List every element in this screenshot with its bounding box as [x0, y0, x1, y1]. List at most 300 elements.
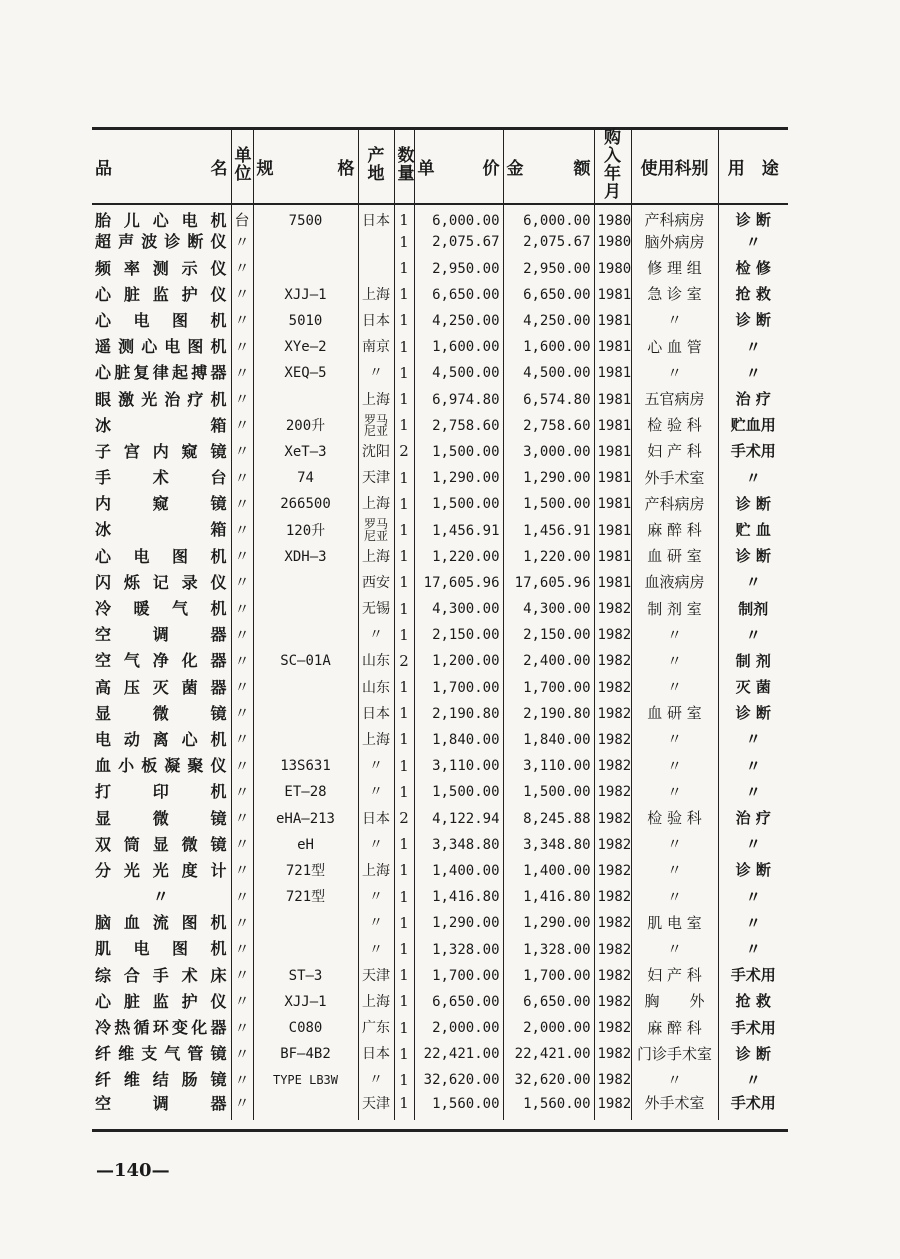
item-unit-price: 2,150.00 [414, 623, 503, 649]
header-unit: 单 位 [231, 129, 253, 204]
table-row [92, 911, 788, 937]
item-amount: 2,190.80 [503, 701, 594, 727]
item-department: 〃 [631, 780, 718, 806]
item-amount: 2,400.00 [503, 649, 594, 675]
item-origin: 日本 [358, 308, 394, 334]
item-unit: 〃 [231, 701, 253, 727]
item-spec: ST—3 [253, 963, 358, 989]
item-spec: eH [253, 832, 358, 858]
item-quantity: 1 [394, 1068, 414, 1094]
item-use: 〃 [718, 334, 788, 360]
item-purchase-year: 1982 [594, 1094, 631, 1120]
item-spec [253, 911, 358, 937]
item-unit-price: 1,220.00 [414, 544, 503, 570]
item-purchase-year: 1981 [594, 570, 631, 596]
item-name: 高压灭菌器 [95, 677, 228, 697]
item-amount: 1,220.00 [503, 544, 594, 570]
item-name: 心脏监护仪 [95, 284, 228, 304]
item-unit: 〃 [231, 1094, 253, 1120]
table-row [92, 858, 788, 884]
item-unit: 〃 [231, 675, 253, 701]
item-quantity: 1 [394, 596, 414, 622]
item-spec [253, 701, 358, 727]
item-origin: 沈阳 [358, 439, 394, 465]
table-row [92, 544, 788, 570]
item-department: 妇 产 科 [631, 439, 718, 465]
item-department: 产科病房 [631, 204, 718, 230]
item-spec: TYPE LB3W [253, 1068, 358, 1094]
item-amount: 1,700.00 [503, 963, 594, 989]
item-quantity: 1 [394, 832, 414, 858]
item-purchase-year: 1982 [594, 832, 631, 858]
header-dept: 使用科别 [631, 129, 718, 204]
table-row [92, 649, 788, 675]
item-use: 〃 [718, 884, 788, 910]
item-name: 冷暖气机 [95, 599, 228, 618]
item-name: 纤维结肠镜 [95, 1070, 228, 1090]
item-unit-price: 32,620.00 [414, 1068, 503, 1094]
item-unit-price: 1,500.00 [414, 492, 503, 518]
table-row [92, 884, 788, 910]
item-unit: 〃 [231, 361, 253, 387]
item-unit-price: 6,650.00 [414, 989, 503, 1015]
item-amount: 6,574.80 [503, 387, 594, 413]
item-amount: 17,605.96 [503, 570, 594, 596]
item-spec: 721型 [253, 884, 358, 910]
item-quantity: 1 [394, 858, 414, 884]
item-unit: 〃 [231, 963, 253, 989]
item-unit: 〃 [231, 518, 253, 544]
item-department: 制 剂 室 [631, 596, 718, 622]
item-unit: 〃 [231, 465, 253, 491]
item-origin: 上海 [358, 492, 394, 518]
table-row [92, 492, 788, 518]
item-name: 眼激光治疗机 [95, 389, 228, 409]
item-unit: 〃 [231, 544, 253, 570]
item-quantity: 1 [394, 465, 414, 491]
item-quantity: 1 [394, 570, 414, 596]
item-unit-price: 4,300.00 [414, 596, 503, 622]
item-amount: 32,620.00 [503, 1068, 594, 1094]
item-spec [253, 387, 358, 413]
item-quantity: 1 [394, 1042, 414, 1068]
table-row [92, 204, 788, 230]
item-quantity: 1 [394, 282, 414, 308]
item-origin: 〃 [358, 1068, 394, 1094]
item-purchase-year: 1981 [594, 308, 631, 334]
item-quantity: 2 [394, 649, 414, 675]
item-quantity: 1 [394, 727, 414, 753]
item-use: 〃 [718, 570, 788, 596]
item-purchase-year: 1982 [594, 1015, 631, 1041]
table-row [92, 256, 788, 282]
item-purchase-year: 1982 [594, 1068, 631, 1094]
item-unit: 〃 [231, 884, 253, 910]
item-spec [253, 1094, 358, 1120]
item-use: 诊 断 [718, 701, 788, 727]
item-quantity: 1 [394, 256, 414, 282]
item-spec [253, 675, 358, 701]
item-unit: 〃 [231, 413, 253, 439]
table-row [92, 675, 788, 701]
item-spec: XJJ—1 [253, 989, 358, 1015]
table-row [92, 937, 788, 963]
item-name: 手 术 台 [95, 468, 228, 488]
item-use: 〃 [718, 911, 788, 937]
item-origin: 〃 [358, 361, 394, 387]
item-use: 诊 断 [718, 1042, 788, 1068]
item-quantity: 1 [394, 937, 414, 963]
table-row [92, 623, 788, 649]
item-department: 〃 [631, 858, 718, 884]
item-origin: 罗马尼亚 [358, 413, 394, 439]
item-unit: 〃 [231, 334, 253, 360]
item-amount: 4,500.00 [503, 361, 594, 387]
item-name: 分光光度计 [95, 860, 228, 880]
item-amount: 6,000.00 [503, 204, 594, 230]
table-row [92, 1094, 788, 1120]
item-origin: 广东 [358, 1015, 394, 1041]
header-amount: 金 额 [503, 129, 594, 204]
table-row [92, 387, 788, 413]
item-origin: 〃 [358, 937, 394, 963]
item-use: 〃 [718, 1068, 788, 1094]
item-unit: 〃 [231, 492, 253, 518]
item-unit-price: 1,700.00 [414, 963, 503, 989]
item-amount: 4,300.00 [503, 596, 594, 622]
item-amount: 2,950.00 [503, 256, 594, 282]
item-name: 肌电图机 [95, 939, 228, 959]
item-purchase-year: 1980 [594, 204, 631, 230]
item-origin: 南京 [358, 334, 394, 360]
page-number: —140— [96, 1160, 170, 1181]
table-row [92, 832, 788, 858]
table-row [92, 308, 788, 334]
item-origin: 上海 [358, 989, 394, 1015]
table-row [92, 518, 788, 544]
item-department: 血 研 室 [631, 544, 718, 570]
item-unit-price: 1,200.00 [414, 649, 503, 675]
item-use: 抢 救 [718, 989, 788, 1015]
item-use: 诊 断 [718, 204, 788, 230]
item-name: 电动离心机 [95, 729, 228, 749]
item-unit-price: 2,758.60 [414, 413, 503, 439]
item-department: 急 诊 室 [631, 282, 718, 308]
item-department: 〃 [631, 308, 718, 334]
item-name: 打 印 机 [95, 782, 228, 802]
item-unit-price: 3,110.00 [414, 753, 503, 779]
item-purchase-year: 1982 [594, 989, 631, 1015]
item-unit-price: 1,456.91 [414, 518, 503, 544]
item-quantity: 1 [394, 413, 414, 439]
item-quantity: 1 [394, 204, 414, 230]
item-department: 脑外病房 [631, 230, 718, 256]
header-use: 用 途 [718, 129, 788, 204]
item-department: 肌 电 室 [631, 911, 718, 937]
item-quantity: 1 [394, 230, 414, 256]
item-name: 空气净化器 [95, 651, 228, 671]
item-purchase-year: 1980 [594, 230, 631, 256]
item-quantity: 1 [394, 492, 414, 518]
item-quantity: 1 [394, 387, 414, 413]
item-quantity: 1 [394, 780, 414, 806]
table-body [92, 204, 788, 1121]
item-name: 纤维支气管镜 [95, 1044, 228, 1064]
item-origin: 天津 [358, 963, 394, 989]
item-amount: 1,416.80 [503, 884, 594, 910]
item-amount: 1,400.00 [503, 858, 594, 884]
table-row [92, 753, 788, 779]
item-spec [253, 623, 358, 649]
item-department: 〃 [631, 361, 718, 387]
item-purchase-year: 1982 [594, 596, 631, 622]
table-row [92, 806, 788, 832]
item-origin: 山东 [358, 649, 394, 675]
item-amount: 1,560.00 [503, 1094, 594, 1120]
item-origin: 〃 [358, 911, 394, 937]
item-name: 冰 箱 [95, 520, 228, 540]
item-name: 内 窥 镜 [95, 494, 228, 514]
item-department: 门诊手术室 [631, 1042, 718, 1068]
item-purchase-year: 1982 [594, 1042, 631, 1068]
item-unit-price: 3,348.80 [414, 832, 503, 858]
item-origin: 上海 [358, 282, 394, 308]
item-spec: eHA—213 [253, 806, 358, 832]
item-department: 〃 [631, 884, 718, 910]
header-year: 购 入 年 月 [594, 129, 631, 204]
item-spec: XDH—3 [253, 544, 358, 570]
item-origin: 〃 [358, 884, 394, 910]
item-amount: 1,456.91 [503, 518, 594, 544]
item-department: 五官病房 [631, 387, 718, 413]
item-use: 〃 [718, 230, 788, 256]
item-name: 心脏复律起搏器 [95, 363, 228, 383]
item-spec: 266500 [253, 492, 358, 518]
item-spec: XeT—3 [253, 439, 358, 465]
item-unit-price: 17,605.96 [414, 570, 503, 596]
item-amount: 4,250.00 [503, 308, 594, 334]
item-unit-price: 6,974.80 [414, 387, 503, 413]
item-name: 子宫内窥镜 [95, 441, 228, 461]
item-unit: 〃 [231, 649, 253, 675]
item-unit: 〃 [231, 308, 253, 334]
item-amount: 3,000.00 [503, 439, 594, 465]
item-origin: 日本 [358, 806, 394, 832]
item-amount: 1,290.00 [503, 465, 594, 491]
item-unit-price: 1,328.00 [414, 937, 503, 963]
item-unit-price: 6,000.00 [414, 204, 503, 230]
item-name: 心电图机 [95, 310, 228, 330]
item-amount: 6,650.00 [503, 282, 594, 308]
item-name: 冷热循环变化器 [95, 1018, 228, 1037]
item-use: 诊 断 [718, 308, 788, 334]
table-row [92, 727, 788, 753]
item-use: 〃 [718, 937, 788, 963]
item-purchase-year: 1982 [594, 911, 631, 937]
item-amount: 1,500.00 [503, 492, 594, 518]
item-unit-price: 4,500.00 [414, 361, 503, 387]
item-use: 贮 血 [718, 518, 788, 544]
item-spec: 74 [253, 465, 358, 491]
item-amount: 1,328.00 [503, 937, 594, 963]
item-amount: 2,000.00 [503, 1015, 594, 1041]
item-amount: 1,600.00 [503, 334, 594, 360]
item-unit: 〃 [231, 623, 253, 649]
item-purchase-year: 1981 [594, 439, 631, 465]
item-use: 手术用 [718, 439, 788, 465]
item-spec: 13S631 [253, 753, 358, 779]
item-quantity: 1 [394, 361, 414, 387]
table-row [92, 701, 788, 727]
item-unit: 〃 [231, 937, 253, 963]
item-use: 〃 [718, 780, 788, 806]
item-department: 〃 [631, 753, 718, 779]
item-name: 胎儿心电机 [95, 210, 228, 230]
item-name: 心脏监护仪 [95, 991, 228, 1011]
header-price: 单 价 [414, 129, 503, 204]
item-quantity: 1 [394, 753, 414, 779]
table-row [92, 596, 788, 622]
item-department: 〃 [631, 727, 718, 753]
item-unit-price: 2,190.80 [414, 701, 503, 727]
item-unit-price: 1,700.00 [414, 675, 503, 701]
header-origin: 产 地 [358, 129, 394, 204]
item-spec: SC—01A [253, 649, 358, 675]
table-row [92, 1015, 788, 1041]
item-department: 〃 [631, 937, 718, 963]
item-department: 血 研 室 [631, 701, 718, 727]
item-origin: 无锡 [358, 596, 394, 622]
item-purchase-year: 1982 [594, 884, 631, 910]
item-amount: 1,500.00 [503, 780, 594, 806]
item-purchase-year: 1981 [594, 413, 631, 439]
item-quantity: 1 [394, 1094, 414, 1120]
item-name: 脑血流图机 [95, 913, 228, 933]
item-unit-price: 1,500.00 [414, 780, 503, 806]
table-row [92, 230, 788, 256]
item-name: 空 调 器 [95, 1093, 228, 1113]
item-name: 综合手术床 [95, 965, 228, 985]
item-origin: 日本 [358, 701, 394, 727]
item-unit: 〃 [231, 989, 253, 1015]
item-unit: 〃 [231, 832, 253, 858]
item-spec: 200升 [253, 413, 358, 439]
table-row [92, 1042, 788, 1068]
item-unit: 〃 [231, 1042, 253, 1068]
item-department: 外手术室 [631, 465, 718, 491]
item-spec: XJJ—1 [253, 282, 358, 308]
item-use: 手术用 [718, 963, 788, 989]
item-use: 〃 [718, 753, 788, 779]
table-row [92, 439, 788, 465]
equipment-inventory-table [92, 127, 788, 1120]
item-quantity: 1 [394, 1015, 414, 1041]
table-row [92, 413, 788, 439]
item-amount: 2,150.00 [503, 623, 594, 649]
table-row [92, 465, 788, 491]
item-department: 麻 醉 科 [631, 518, 718, 544]
item-origin: 日本 [358, 1042, 394, 1068]
table-row [92, 1068, 788, 1094]
item-name: 血小板凝聚仪 [95, 756, 228, 776]
item-unit-price: 1,840.00 [414, 727, 503, 753]
item-department: 血液病房 [631, 570, 718, 596]
item-amount: 2,758.60 [503, 413, 594, 439]
item-use: 〃 [718, 465, 788, 491]
table-row [92, 780, 788, 806]
item-unit: 〃 [231, 282, 253, 308]
item-use: 治 疗 [718, 806, 788, 832]
item-quantity: 1 [394, 334, 414, 360]
item-amount: 6,650.00 [503, 989, 594, 1015]
item-unit: 〃 [231, 1015, 253, 1041]
item-unit-price: 4,250.00 [414, 308, 503, 334]
item-unit: 〃 [231, 806, 253, 832]
item-use: 〃 [718, 361, 788, 387]
item-use: 诊 断 [718, 858, 788, 884]
item-department: 〃 [631, 1068, 718, 1094]
item-name: 心电图机 [95, 546, 228, 566]
item-purchase-year: 1982 [594, 963, 631, 989]
item-purchase-year: 1981 [594, 334, 631, 360]
item-spec: C080 [253, 1015, 358, 1041]
item-unit-price: 4,122.94 [414, 806, 503, 832]
item-use: 〃 [718, 832, 788, 858]
item-quantity: 1 [394, 989, 414, 1015]
item-use: 〃 [718, 727, 788, 753]
item-unit-price: 1,290.00 [414, 911, 503, 937]
item-unit-price: 1,416.80 [414, 884, 503, 910]
item-unit-price: 1,560.00 [414, 1094, 503, 1120]
item-spec: 5010 [253, 308, 358, 334]
item-quantity: 2 [394, 806, 414, 832]
item-origin: 山东 [358, 675, 394, 701]
item-purchase-year: 1980 [594, 256, 631, 282]
table-row [92, 570, 788, 596]
item-department: 〃 [631, 649, 718, 675]
item-spec [253, 570, 358, 596]
item-purchase-year: 1981 [594, 282, 631, 308]
item-spec [253, 230, 358, 256]
header-row [92, 129, 788, 204]
item-origin: 天津 [358, 1094, 394, 1120]
item-spec: ET—28 [253, 780, 358, 806]
item-use: 手术用 [718, 1094, 788, 1120]
item-amount: 3,348.80 [503, 832, 594, 858]
item-use: 制 剂 [718, 649, 788, 675]
item-spec: XEQ—5 [253, 361, 358, 387]
item-purchase-year: 1982 [594, 623, 631, 649]
item-purchase-year: 1981 [594, 544, 631, 570]
item-unit-price: 1,290.00 [414, 465, 503, 491]
item-name: 频率测示仪 [95, 258, 228, 278]
item-department: 〃 [631, 675, 718, 701]
item-unit: 〃 [231, 230, 253, 256]
item-name: 超声波诊断仪 [95, 232, 228, 252]
item-purchase-year: 1981 [594, 361, 631, 387]
item-unit: 〃 [231, 596, 253, 622]
item-department: 心 血 管 [631, 334, 718, 360]
item-purchase-year: 1981 [594, 518, 631, 544]
item-quantity: 1 [394, 963, 414, 989]
item-origin: 西安 [358, 570, 394, 596]
item-purchase-year: 1982 [594, 727, 631, 753]
item-spec [253, 727, 358, 753]
header-spec: 规 格 [253, 129, 358, 204]
table-row [92, 361, 788, 387]
item-use: 检 修 [718, 256, 788, 282]
item-use: 诊 断 [718, 492, 788, 518]
